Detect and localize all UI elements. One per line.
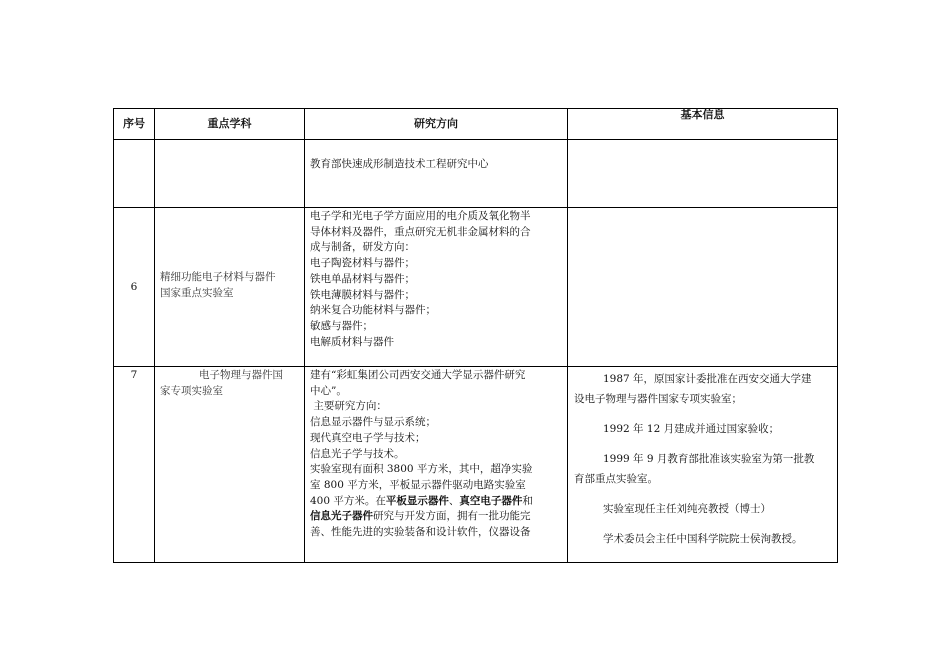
data-table xyxy=(113,108,838,563)
row3-direction-bold: 信息光子器件 xyxy=(310,510,373,523)
row2-direction-line: 成与制备，研发方向： xyxy=(310,241,415,254)
header-index: 序号 xyxy=(123,117,145,130)
row2-direction-line: 铁电薄膜材料与器件； xyxy=(310,288,415,301)
row3-direction-line: 室 800 平方米，平板显示器件驱动电路实验室 xyxy=(310,478,526,491)
row3-discipline-line: 家专项实验室 xyxy=(160,384,223,397)
table-rule-row1 xyxy=(113,207,838,208)
row2-direction-line: 电子陶瓷材料与器件； xyxy=(310,257,415,270)
row3-direction-line: 主要研究方向： xyxy=(310,400,387,413)
row3-info-para: 育部重点实验室。 xyxy=(574,473,658,485)
row3-direction-line-mixed xyxy=(310,494,533,510)
row3-info-para: 1992 年 12 月建成并通过国家验收； xyxy=(603,423,780,435)
header-discipline: 重点学科 xyxy=(207,117,252,130)
row3-direction-bold: 平板显示器件 xyxy=(385,494,449,507)
row2-index: 6 xyxy=(130,281,138,293)
row2-discipline-line: 国家重点实验室 xyxy=(160,286,234,299)
row3-direction-line: 善、性能先进的实验装备和设计软件，仪器设备 xyxy=(310,526,531,539)
row2-direction-line: 纳米复合功能材料与器件； xyxy=(310,304,436,317)
row3-direction-line: 现代真空电子学与技术； xyxy=(310,431,426,444)
row3-direction-bold: 真空电子器件 xyxy=(459,494,523,507)
row3-direction-text: 400 平方米。在 xyxy=(310,494,386,507)
row3-direction-line: 信息显示器件与显示系统； xyxy=(310,416,436,429)
row2-discipline xyxy=(160,270,276,301)
row3-direction-line: 实验室现有面积 3800 平方米，其中，超净实验 xyxy=(310,463,533,476)
row2-direction-line: 导体材料及器件，重点研究无机非金属材料的合 xyxy=(310,225,531,238)
row3-direction-text: 研究与开发方面，拥有一批功能完 xyxy=(373,510,531,523)
row3-info-para: 1999 年 9 月教育部批准该实验室为第一批教 xyxy=(603,453,815,465)
row1-direction-line: 教育部快速成形制造技术工程研究中心 xyxy=(310,158,489,170)
row3-info xyxy=(574,370,832,552)
row3-direction-line: 中心”。 xyxy=(310,384,347,397)
row2-direction-line: 电子学和光电子学方面应用的电介质及氧化物半 xyxy=(310,210,531,222)
row1-direction xyxy=(310,157,489,173)
row3-discipline-line: 电子物理与器件国 xyxy=(199,369,283,381)
header-direction: 研究方向 xyxy=(414,117,458,130)
table-rule-right xyxy=(837,108,838,563)
table-rule-row2 xyxy=(113,366,838,367)
table-rule-col1 xyxy=(154,108,155,563)
row2-direction xyxy=(310,209,531,350)
row3-direction xyxy=(310,368,533,541)
header-info: 基本信息 xyxy=(680,108,725,121)
table-rule-col3 xyxy=(567,108,568,563)
row2-direction-line: 敏感与器件； xyxy=(310,319,373,332)
row3-direction-line: 建有“彩虹集团公司西安交通大学显示器件研究 xyxy=(310,369,526,381)
row3-info-para: 学术委员会主任中国科学院院士侯洵教授。 xyxy=(603,533,803,545)
table-rule-left xyxy=(113,108,114,563)
table-rule-header xyxy=(113,139,838,140)
row3-index: 7 xyxy=(130,369,138,381)
row3-discipline xyxy=(160,368,283,399)
row2-discipline-line: 精细功能电子材料与器件 xyxy=(160,271,276,283)
row3-info-para: 设电子物理与器件国家专项实验室； xyxy=(574,393,742,405)
table-rule-col2 xyxy=(304,108,305,563)
table-rule-bottom xyxy=(113,562,838,563)
row3-direction-line-mixed xyxy=(310,509,533,525)
row3-direction-text: 和 xyxy=(522,494,533,507)
row2-direction-line: 铁电单晶材料与器件； xyxy=(310,272,415,285)
row3-info-para: 实验室现任主任刘纯亮教授（博士） xyxy=(603,503,771,515)
row3-direction-text: 、 xyxy=(448,494,460,507)
row3-info-para: 1987 年，原国家计委批准在西安交通大学建 xyxy=(603,373,812,385)
row2-direction-line: 电解质材料与器件 xyxy=(310,335,394,348)
row3-direction-line: 信息光子学与技术。 xyxy=(310,447,405,460)
